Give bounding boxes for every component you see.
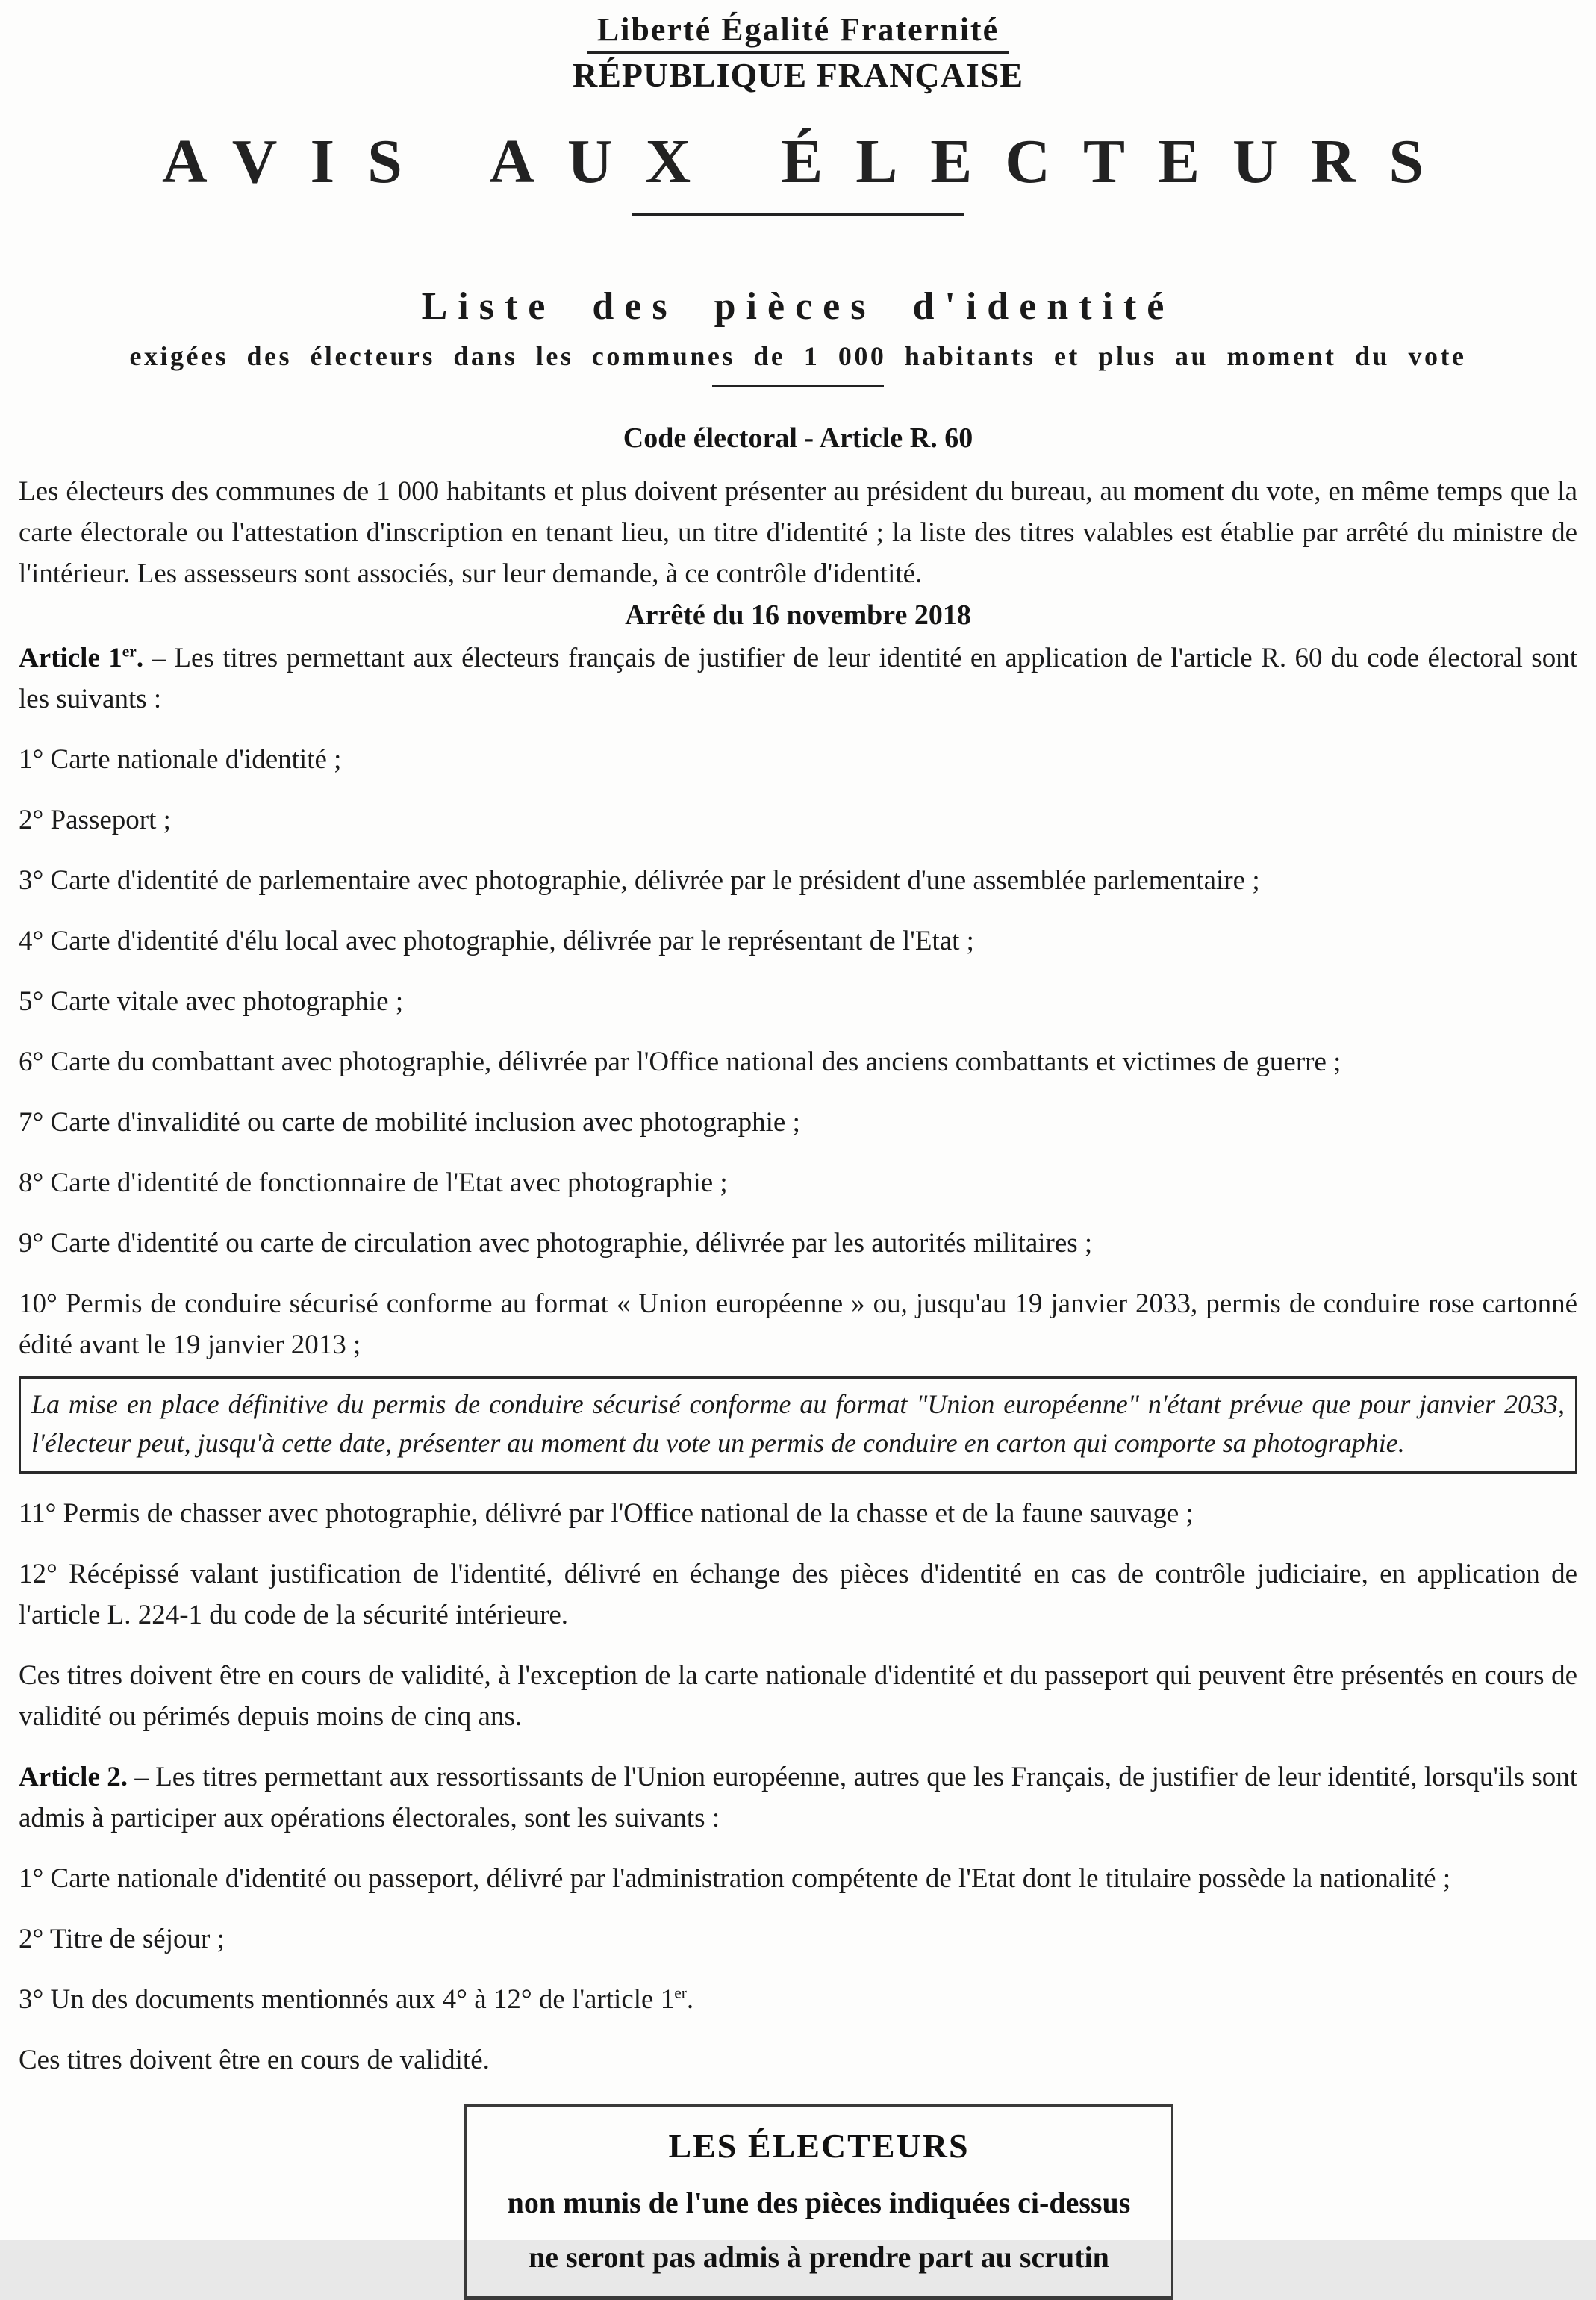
list-subtitle: exigées des électeurs dans les communes de 1 000 habitants et plus au moment du vote bbox=[129, 341, 1467, 372]
warning-line-2: non munis de l'une des pièces indiquées ci-dessus bbox=[507, 2186, 1131, 2220]
article1-item-6: 6° Carte du combattant avec photographie, délivrée par l'Office national des anciens combattants et victimes de guerre ; bbox=[19, 1047, 1341, 1078]
driving-licence-note-box bbox=[19, 1376, 1577, 1474]
code-electoral-heading: Code électoral - Article R. 60 bbox=[623, 423, 973, 455]
article2-item-3 bbox=[19, 1979, 1577, 2020]
subtitle-divider bbox=[712, 385, 884, 387]
article1-item-1: 1° Carte nationale d'identité ; bbox=[19, 744, 342, 776]
article1-item-3: 3° Carte d'identité de parlementaire avec photographie, délivrée par le président d'une assemblée parlementaire ; bbox=[19, 865, 1260, 897]
article1-label-sup: er bbox=[122, 643, 137, 661]
page-title: AVIS AUX ÉLECTEURS bbox=[161, 127, 1457, 196]
article1-item-12: 12° Récépissé valant justification de l'identité, délivré en échange des pièces d'identité en cas de contrôle judiciaire, en application de l'article L. 224-1 du code de la sécurité intérieure. bbox=[19, 1559, 1577, 1631]
article1-item-4: 4° Carte d'identité d'élu local avec photographie, délivrée par le représentant de l'Etat ; bbox=[19, 926, 974, 957]
article1-item-2: 2° Passeport ; bbox=[19, 805, 171, 836]
article2-item-3-sup: er bbox=[674, 1984, 687, 2003]
driving-licence-note-text: La mise en place définitive du permis de conduire sécurisé conforme au format "Union européenne" n'étant prévue que pour janvier 2033, l'électeur peut, jusqu'à cette date, présenter au moment du vote un permis de conduire en carton qui comporte sa photographie. bbox=[31, 1389, 1565, 1459]
article2-label: Article 2. bbox=[19, 1762, 128, 1793]
article1-label-period: . bbox=[136, 643, 144, 674]
list-title: Liste des pièces d'identité bbox=[421, 285, 1175, 328]
article1-item-8: 8° Carte d'identité de fonctionnaire de l'Etat avec photographie ; bbox=[19, 1168, 728, 1199]
republic-title: RÉPUBLIQUE FRANÇAISE bbox=[572, 56, 1024, 94]
warning-line-1: LES ÉLECTEURS bbox=[668, 2127, 970, 2166]
article1-item-5: 5° Carte vitale avec photographie ; bbox=[19, 986, 404, 1017]
article2-item-3-text: 3° Un des documents mentionnés aux 4° à 12° de l'article 1 bbox=[19, 1984, 675, 2016]
title-divider bbox=[632, 213, 964, 216]
header bbox=[19, 10, 1577, 54]
article1-intro-text: – Les titres permettant aux électeurs français de justifier de leur identité en application de l'article R. 60 du code électoral sont les suivants : bbox=[19, 643, 1577, 715]
article1-validity-note: Ces titres doivent être en cours de validité, à l'exception de la carte nationale d'identité et du passeport qui peuvent être présentés en cours de validité ou périmés depuis moins de cinq ans. bbox=[19, 1660, 1577, 1733]
article2-item-2: 2° Titre de séjour ; bbox=[19, 1924, 225, 1955]
warning-line-3: ne seront pas admis à prendre part au scrutin bbox=[529, 2240, 1109, 2275]
article2-intro-text: – Les titres permettant aux ressortissants de l'Union européenne, autres que les Français, de justifier de leur identité, lorsqu'ils sont admis à participer aux opérations électorales, sont les suivants : bbox=[19, 1762, 1577, 1834]
motto-text: Liberté Égalité Fraternité bbox=[587, 10, 1009, 54]
article2-validity-note: Ces titres doivent être en cours de validité. bbox=[19, 2045, 490, 2076]
article1-item-9: 9° Carte d'identité ou carte de circulation avec photographie, délivrée par les autorités militaires ; bbox=[19, 1228, 1093, 1259]
article1-item-7: 7° Carte d'invalidité ou carte de mobilité inclusion avec photographie ; bbox=[19, 1107, 800, 1138]
intro-paragraph: Les électeurs des communes de 1 000 habitants et plus doivent présenter au président du bureau, au moment du vote, en même temps que la carte électorale ou l'attestation d'inscription en tenant lieu, un titre d'identité ; la liste des titres valables est établie par arrêté du ministre de l'intérieur. Les assesseurs sont associés, sur leur demande, à ce contrôle d'identité. bbox=[19, 476, 1577, 590]
article2-paragraph bbox=[19, 1757, 1577, 1839]
article2-item-1: 1° Carte nationale d'identité ou passeport, délivré par l'administration compétente de l'Etat dont le titulaire possède la nationalité ; bbox=[19, 1863, 1451, 1895]
article1-label bbox=[19, 643, 143, 673]
article1-label-text: Article 1 bbox=[19, 643, 122, 674]
electors-warning-box bbox=[464, 2104, 1173, 2300]
arrete-heading: Arrêté du 16 novembre 2018 bbox=[625, 599, 971, 632]
article1-item-10: 10° Permis de conduire sécurisé conforme au format « Union européenne » ou, jusqu'au 19 janvier 2033, permis de conduire rose cartonné édité avant le 19 janvier 2013 ; bbox=[19, 1288, 1577, 1361]
article1-paragraph bbox=[19, 638, 1577, 720]
article2-item-3-period: . bbox=[686, 1984, 694, 2016]
article1-item-11: 11° Permis de chasser avec photographie, délivré par l'Office national de la chasse et de la faune sauvage ; bbox=[19, 1498, 1194, 1530]
